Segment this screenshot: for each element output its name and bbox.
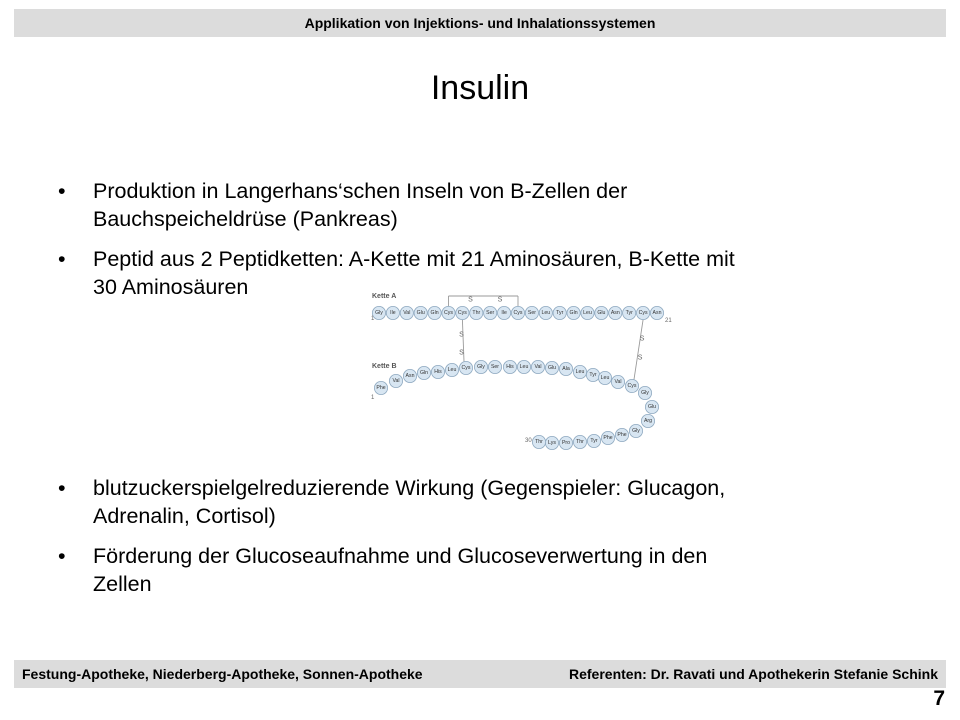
chain-a-residue-label: Cys: [513, 310, 523, 317]
chain-a-residue-label: Cys: [444, 310, 453, 317]
chain-a-residue-label: Glu: [597, 310, 606, 317]
chain-b-residue: [417, 366, 430, 379]
chain-a-residue-label: Glu: [416, 310, 425, 317]
footer-pharmacies: Festung-Apotheke, Niederberg-Apotheke, Sonnen-Apotheke: [22, 666, 423, 682]
chain-a-residue-label: Asn: [610, 310, 620, 317]
chain-a-residue: [581, 306, 594, 319]
chain-b-residue-label: His: [506, 364, 514, 371]
chain-b-residue: [625, 379, 638, 392]
chain-b-residue-label: His: [434, 369, 442, 376]
sulfur-label: S: [637, 354, 643, 362]
chain-b-residue: [611, 375, 624, 388]
footer-band: [14, 660, 946, 688]
chain-a-residue: [637, 306, 650, 319]
chain-b-residue-label: Phe: [603, 435, 613, 442]
sulfur-label: S: [497, 296, 503, 304]
chain-b-residue: [389, 374, 402, 387]
chain-b-residue: [586, 368, 599, 381]
chain-b-end-number: 30: [525, 438, 532, 444]
chain-a-residue: [470, 306, 483, 319]
chain-b-residue-label: Leu: [447, 367, 457, 374]
chain-a-residue-label: Ser: [486, 310, 495, 317]
sulfur-label: S: [459, 349, 464, 357]
bullet-line: blutzuckerspielgelreduzierende Wirkung (Gegenspieler: Glucagon,: [93, 476, 726, 500]
chain-b-label: Kette B: [372, 363, 397, 370]
bullet-marker: •: [58, 179, 66, 203]
chain-a-residue: [539, 306, 552, 319]
chain-a-residue-label: Val: [403, 310, 411, 317]
chain-b-residue: [615, 428, 628, 441]
chain-a-residue-label: Gln: [430, 310, 439, 317]
chain-b-residues: [374, 360, 658, 449]
chain-b-residue-label: Pro: [561, 440, 571, 447]
chain-a-residue: [567, 306, 580, 319]
chain-b-residue-label: Phe: [617, 432, 627, 439]
chain-b-residue-label: Ser: [490, 364, 500, 371]
chain-a-residue-label: Tyr: [625, 310, 633, 317]
chain-b-residue-label: Gly: [477, 364, 485, 371]
chain-b-residue: [641, 414, 654, 427]
insulin-chain-diagram: [360, 285, 680, 460]
chain-b-residue: [374, 381, 387, 394]
chain-b-start-number: 1: [371, 395, 375, 401]
bullet-line: Peptid aus 2 Peptidketten: A-Kette mit 21 Aminosäuren, B-Kette mit: [93, 247, 735, 271]
chain-b-residue-label: Phe: [376, 385, 386, 392]
chain-b-residue-label: Asn: [405, 373, 415, 380]
chain-b-residue-label: Gly: [641, 390, 649, 397]
chain-b-residue-label: Glu: [547, 365, 557, 372]
chain-b-residue: [474, 360, 487, 373]
chain-b-residue: [638, 386, 651, 399]
chain-a-residue: [442, 306, 455, 319]
chain-b-residue-label: Glu: [647, 404, 657, 411]
chain-b-residue-label: Arg: [643, 418, 653, 425]
chain-a-residue: [484, 306, 497, 319]
chain-a-residue: [623, 306, 636, 319]
chain-a-residue: [456, 306, 469, 319]
chain-b-residue: [629, 424, 642, 437]
chain-a-residue-label: Asn: [652, 310, 662, 317]
chain-b-residue: [488, 360, 501, 373]
chain-a-residue-label: Ile: [390, 310, 396, 317]
chain-b-residue-label: Cys: [627, 383, 637, 390]
bullet-marker: •: [58, 544, 66, 568]
chain-b-residue: [517, 360, 530, 373]
chain-b-residue-label: Thr: [535, 439, 543, 446]
chain-b-residue-label: Val: [534, 364, 542, 371]
chain-b-residue-label: Tyr: [589, 372, 597, 379]
chain-a-residue: [595, 306, 608, 319]
chain-b-residue: [559, 436, 572, 449]
chain-a-residue-label: Gly: [375, 310, 383, 317]
bullet-marker: •: [58, 476, 66, 500]
sulfur-label: S: [639, 335, 645, 343]
chain-b-residue-label: Thr: [576, 439, 584, 446]
bullet-line: 30 Aminosäuren: [93, 275, 249, 299]
chain-a-residue: [386, 306, 399, 319]
bullet-marker: •: [58, 247, 66, 271]
chain-a-label: Kette A: [372, 293, 397, 300]
chain-b-residue: [532, 435, 545, 448]
bullet-line: Zellen: [93, 572, 152, 596]
chain-b-residue: [503, 360, 516, 373]
bullet-text: [93, 177, 918, 233]
chain-b-residue: [445, 363, 458, 376]
sulfur-label: S: [468, 296, 473, 304]
chain-b-residue-label: Val: [392, 378, 400, 385]
chain-a-end-number: 21: [665, 318, 672, 324]
chain-b-residue-label: Leu: [519, 364, 529, 371]
chain-b-residue: [545, 436, 558, 449]
chain-a-residue: [428, 306, 441, 319]
chain-a-residue-label: Leu: [541, 310, 551, 317]
chain-a-residue-label: Cys: [457, 310, 467, 317]
chain-b-residue: [559, 362, 572, 375]
chain-a-residue-label: Gln: [569, 310, 578, 317]
bullet-line: Produktion in Langerhans‘schen Inseln von B-Zellen der: [93, 179, 628, 203]
chain-a-residue-label: Leu: [583, 310, 592, 317]
chain-b-residue: [601, 431, 614, 444]
chain-a-residue: [400, 306, 413, 319]
chain-b-residue: [431, 365, 444, 378]
chain-b-residue-label: Lys: [548, 440, 556, 447]
bullet-text: [93, 542, 918, 598]
chain-b-residue: [573, 365, 586, 378]
chain-a-residue: [609, 306, 622, 319]
chain-a-residue-label: Tyr: [556, 310, 564, 317]
presentation-title: Applikation von Injektions- und Inhalationssystemen: [304, 15, 656, 31]
chain-a-residue: [650, 306, 663, 319]
chain-b-residue: [531, 360, 544, 373]
chain-b-residue-label: Val: [614, 379, 622, 386]
chain-a-residues: [372, 306, 663, 319]
slide-title: Insulin: [430, 69, 530, 107]
chain-b-residue-label: Leu: [575, 369, 585, 376]
page-number: 7: [933, 687, 945, 710]
chain-b-residue-label: Ala: [562, 366, 570, 373]
chain-a-residue-label: Ile: [501, 310, 507, 317]
bullet-line: Förderung der Glucoseaufnahme und Glucoseverwertung in den: [93, 544, 708, 568]
chain-b-residue-label: Gly: [632, 428, 640, 435]
chain-b-residue-label: Gln: [419, 370, 429, 377]
sulfur-label: S: [459, 331, 464, 339]
footer-speakers: Referenten: Dr. Ravati und Apothekerin Stefanie Schink: [568, 666, 938, 682]
chain-a-residue: [525, 306, 538, 319]
chain-b-residue: [459, 361, 472, 374]
chain-a-residue: [498, 306, 511, 319]
chain-a-residue: [511, 306, 524, 319]
chain-b-residue: [598, 371, 611, 384]
chain-b-residue-label: Cys: [461, 365, 471, 372]
chain-b-residue: [573, 435, 586, 448]
chain-b-residue-label: Leu: [600, 375, 610, 382]
chain-a-start-number: 1: [371, 316, 375, 322]
chain-a-residue: [414, 306, 427, 319]
chain-b-residue: [403, 369, 416, 382]
chain-a-residue: [553, 306, 566, 319]
chain-b-residue: [645, 400, 658, 413]
bullet-line: Bauchspeicheldrüse (Pankreas): [93, 207, 398, 231]
chain-a-residue-label: Ser: [527, 310, 536, 317]
chain-a-residue-label: Thr: [472, 310, 481, 317]
chain-a-residue: [372, 306, 385, 319]
chain-b-residue-label: Tyr: [590, 438, 598, 445]
chain-a-residue-label: Cys: [638, 310, 648, 317]
chain-b-residue: [587, 434, 600, 447]
bullet-text: [93, 474, 918, 530]
disulfide-bond-line: [634, 320, 643, 380]
header-band: [14, 9, 946, 37]
chain-b-residue: [545, 361, 558, 374]
bullet-line: Adrenalin, Cortisol): [93, 504, 276, 528]
